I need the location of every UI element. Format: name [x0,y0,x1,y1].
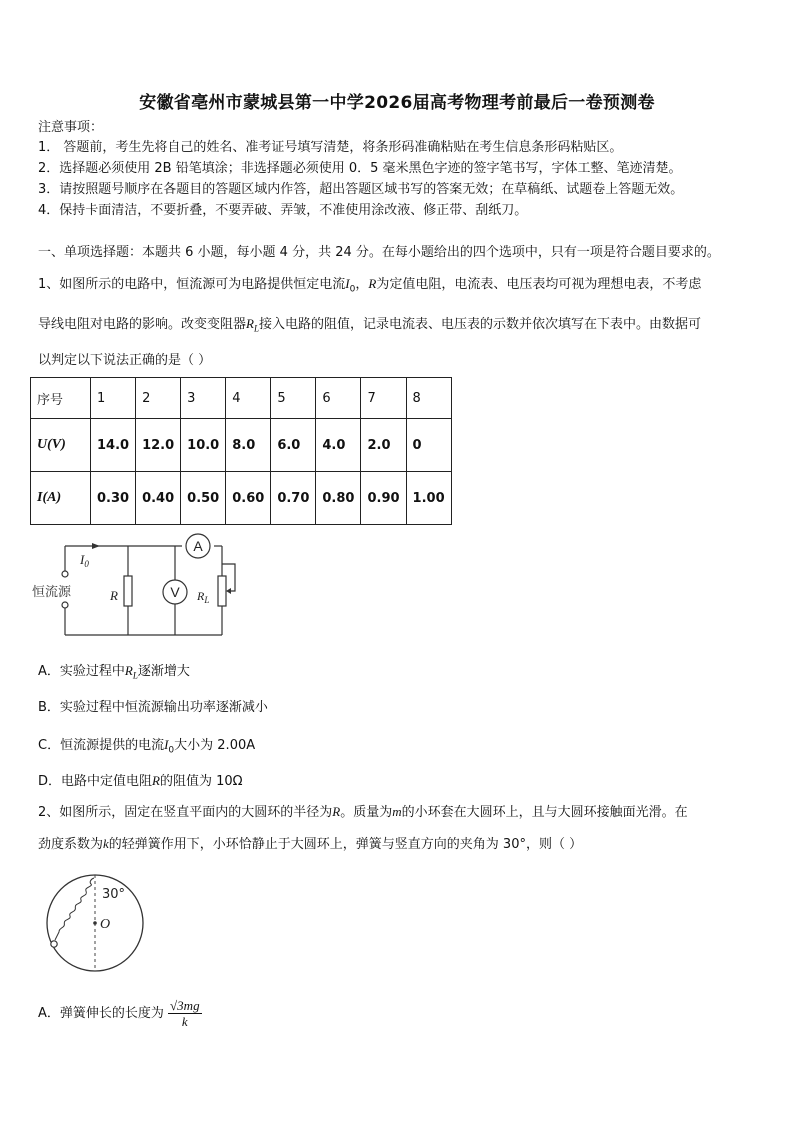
data-table [30,377,452,525]
angle-label: 30° [102,887,126,902]
q1-i0-subscript: 0 [349,284,356,295]
option-subscript: L [132,670,138,681]
q1-line-1 [38,276,701,298]
table-cell: 1.00 [406,472,451,525]
q1-text: ， [355,277,369,292]
rheostat-rl [218,576,226,606]
option-symbol: R [124,663,133,678]
ring-spring-figure [40,868,150,978]
center-dot [93,921,97,925]
notice-item-4: 4．保持卡面清洁，不要折叠，不要弄破、弄皱，不准使用涂改液、修正带、刮纸刀。 [38,203,528,218]
option-text: D．电路中定值电阻 [38,774,153,789]
table-header-cell: I(A) [31,472,91,525]
table-row [31,378,452,419]
q1-option-c [38,737,255,759]
table-row [31,472,452,525]
option-text: A．弹簧伸长的长度为 [38,1006,164,1021]
q2-line-2 [38,836,582,853]
rheostat-slider [222,564,235,591]
table-header-cell: U(V) [31,419,91,472]
q1-text: 1、如图所示的电路中，恒流源可为电路提供恒定电流 [38,277,346,292]
table-cell: 10.0 [181,419,226,472]
q2-text: 2、如图所示，固定在竖直平面内的大圆环的半径为 [38,805,333,820]
table-cell: 0 [406,419,451,472]
fraction-denominator: k [181,1014,188,1029]
table-header-cell: 序号 [31,378,91,419]
center-label: O [100,917,111,932]
table-cell: 6.0 [271,419,316,472]
option-text: C．恒流源提供的电流 [38,738,165,753]
notice-item-1: 1． 答题前，考生先将自己的姓名、准考证号填写清楚，将条形码准确粘贴在考生信息条形码粘贴区。 [38,140,623,155]
resistor-r [124,576,132,606]
table-cell: 0.30 [91,472,136,525]
table-cell: 7 [361,378,406,419]
q2-m-symbol: m [392,804,402,819]
q1-text: 接入电路的阻值，记录电流表、电压表的示数并依次填写在下表中。由数据可 [258,317,701,332]
q2-text: 的轻弹簧作用下，小环恰静止于大圆环上，弹簧与竖直方向的夹角为 30°，则（ ） [108,837,583,852]
table-cell: 2 [136,378,181,419]
circuit-source-label: 恒流源 [32,585,72,600]
table-cell: 3 [181,378,226,419]
table-cell: 12.0 [136,419,181,472]
q1-rl-subscript: L [253,323,259,334]
q2-text: 劲度系数为 [38,837,104,852]
terminal-icon [62,571,68,577]
circuit-rl-label: $R_L$ [197,589,210,605]
table-cell: 5 [271,378,316,419]
circuit-diagram [30,530,260,645]
table-cell: 6 [316,378,361,419]
circuit-r-label: R [110,588,118,603]
q1-rl-symbol: R [246,316,254,331]
option-symbol: I [164,737,169,752]
q1-option-d [38,773,243,790]
notice-item-2: 2．选择题必须使用 2B 铅笔填涂；非选择题必须使用 0．5 毫米黑色字迹的签字笔书写，字体工整、笔迹清楚。 [38,161,682,176]
table-cell: 14.0 [91,419,136,472]
table-cell: 0.90 [361,472,406,525]
section-heading: 一、单项选择题：本题共 6 小题，每小题 4 分，共 24 分。在每小题给出的四个选项中，只有一项是符合题目要求的。 [38,245,720,260]
fraction-numerator: √3mg [170,998,200,1013]
q2-k-symbol: k [103,836,109,851]
table-cell: 1 [91,378,136,419]
notice-heading: 注意事项： [38,120,104,135]
table-cell: 4 [226,378,271,419]
option-text: 的阻值为 10Ω [159,774,243,789]
q2-option-a [38,998,202,1029]
q1-option-b: B．实验过程中恒流源输出功率逐渐减小 [38,700,268,715]
q2-text: 的小环套在大圆环上，且与大圆环接触面光滑。在 [401,805,688,820]
q2-text: 。质量为 [340,805,393,820]
notice-item-3: 3．请按照题号顺序在各题目的答题区域内作答，超出答题区域书写的答案无效；在草稿纸、试题卷上答题无效。 [38,182,684,197]
q1-text: 为定值电阻，电流表、电压表均可视为理想电表，不考虑 [376,277,702,292]
option-subscript: 0 [168,745,175,756]
ammeter-label: A [193,538,203,554]
fraction [168,998,202,1029]
table-cell: 0.40 [136,472,181,525]
q1-option-a [38,663,190,684]
table-cell: 8 [406,378,451,419]
q2-line-1 [38,804,688,821]
q1-r-symbol: R [368,276,377,291]
table-cell: 0.70 [271,472,316,525]
spring-icon [55,878,94,940]
q1-i0-symbol: I [345,276,350,291]
option-text: 逐渐增大 [137,664,190,679]
circuit-i0-label: $I_0$ [80,552,89,569]
table-cell: 4.0 [316,419,361,472]
table-cell: 2.0 [361,419,406,472]
small-ring [51,941,57,947]
option-symbol: R [152,773,160,788]
table-cell: 0.80 [316,472,361,525]
page-title: 安徽省亳州市蒙城县第一中学2026届高考物理考前最后一卷预测卷 [139,93,655,113]
option-text: A．实验过程中 [38,664,125,679]
terminal-icon [62,602,68,608]
voltmeter-label: V [170,584,180,600]
current-arrow-icon [92,543,100,549]
q2-r-symbol: R [332,804,341,819]
table-cell: 8.0 [226,419,271,472]
table-cell: 0.50 [181,472,226,525]
table-row [31,419,452,472]
q1-line-2 [38,316,701,337]
option-text: 大小为 2.00A [174,738,256,753]
q1-line-3: 以判定以下说法正确的是（ ） [38,353,212,368]
table-cell: 0.60 [226,472,271,525]
q1-text: 导线电阻对电路的影响。改变变阻器 [38,317,247,332]
slider-arrow-icon [226,588,231,594]
